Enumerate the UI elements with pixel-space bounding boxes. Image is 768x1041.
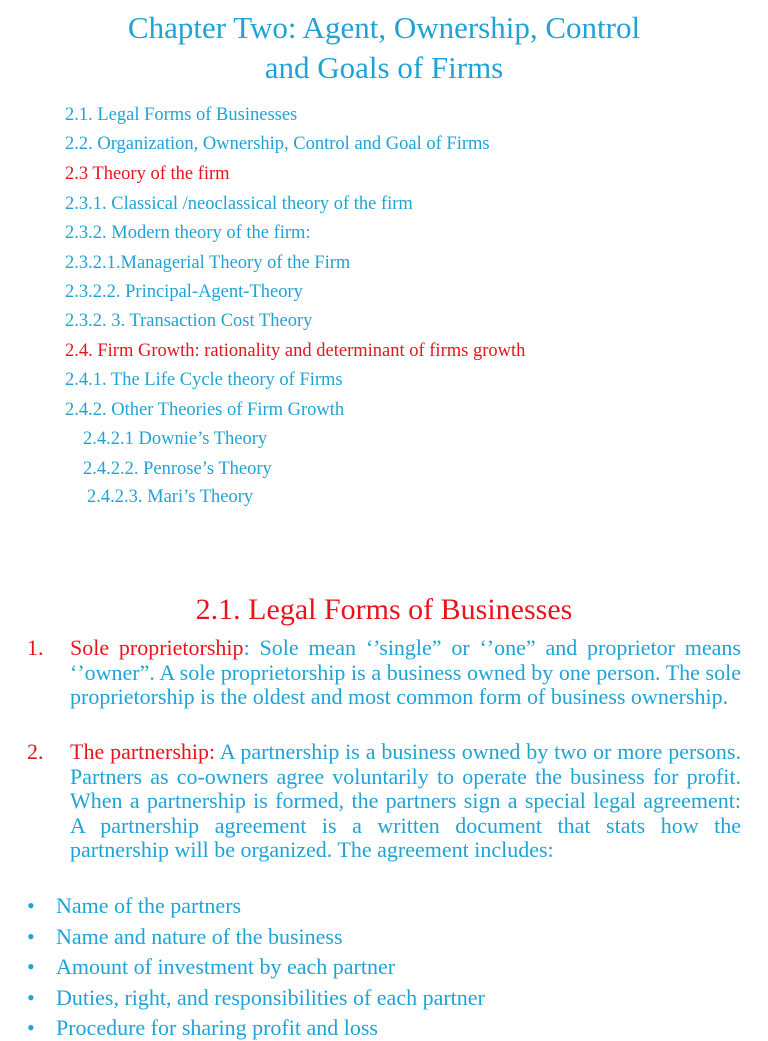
list-item: • Name of the partners [27, 893, 242, 918]
bullet-icon: • [27, 1015, 35, 1040]
item-number: 1. [27, 635, 44, 660]
item-body [70, 740, 741, 863]
bullet-icon: • [27, 893, 35, 918]
toc-item: 2.4.1. The Life Cycle theory of Firms [65, 370, 343, 390]
section-heading: 2.1. Legal Forms of Businesses [195, 593, 573, 626]
toc-item: 2.3.2. 3. Transaction Cost Theory [65, 311, 313, 331]
toc-item: 2.1. Legal Forms of Businesses [65, 105, 298, 125]
toc-item: 2.4.2.2. Penrose’s Theory [83, 459, 272, 479]
toc-item: 2.2. Organization, Ownership, Control and Goal of Firms [65, 134, 490, 154]
numbered-item-sole-proprietorship [27, 636, 741, 710]
toc-item: 2.4.2.1 Downie’s Theory [83, 429, 268, 449]
toc-item: 2.3.2.1.Managerial Theory of the Firm [65, 253, 351, 273]
chapter-title-line-1: Chapter Two: Agent, Ownership, Control [127, 10, 641, 45]
item-number: 2. [27, 739, 44, 764]
item-text: A partnership is a business owned by two or more persons. Partners as co-owners agree voluntarily to operate the business for profit. When a partnership is formed, the partners sign a special legal agreement: A partnership agreement is a written document that stats how the partnership will be organized. The agreement includes: [70, 739, 741, 862]
toc-item: 2.3.2.2. Principal-Agent-Theory [65, 282, 303, 302]
toc-item: 2.3.2. Modern theory of the firm: [65, 223, 311, 243]
list-item: • Amount of investment by each partner [27, 954, 396, 979]
toc-item: 2.4.2.3. Mari’s Theory [87, 487, 254, 507]
toc-item: 2.3 Theory of the firm [65, 164, 230, 184]
numbered-item-partnership [27, 740, 741, 863]
chapter-title-line-2: and Goals of Firms [264, 50, 504, 85]
bullet-icon: • [27, 924, 35, 949]
list-item: • Name and nature of the business [27, 924, 343, 949]
bullet-icon: • [27, 954, 35, 979]
toc-item: 2.4.2. Other Theories of Firm Growth [65, 400, 345, 420]
chapter-title [0, 8, 768, 88]
bullet-icon: • [27, 985, 35, 1010]
toc-item: 2.3.1. Classical /neoclassical theory of the firm [65, 194, 413, 214]
item-body [70, 636, 741, 710]
list-item: • Procedure for sharing profit and loss [27, 1015, 378, 1040]
list-item: • Duties, right, and responsibilities of each partner [27, 985, 485, 1010]
item-term: Sole proprietorship [70, 635, 244, 660]
item-text: : Sole mean ‘’single” or ‘’one” and proprietor means ‘’owner”. A sole proprietorship is a business owned by one person. The sole proprietorship is the oldest and most common form of business ownership. [70, 635, 741, 709]
toc-item: 2.4. Firm Growth: rationality and determinant of firms growth [65, 341, 526, 361]
item-term: The partnership: [70, 739, 216, 764]
